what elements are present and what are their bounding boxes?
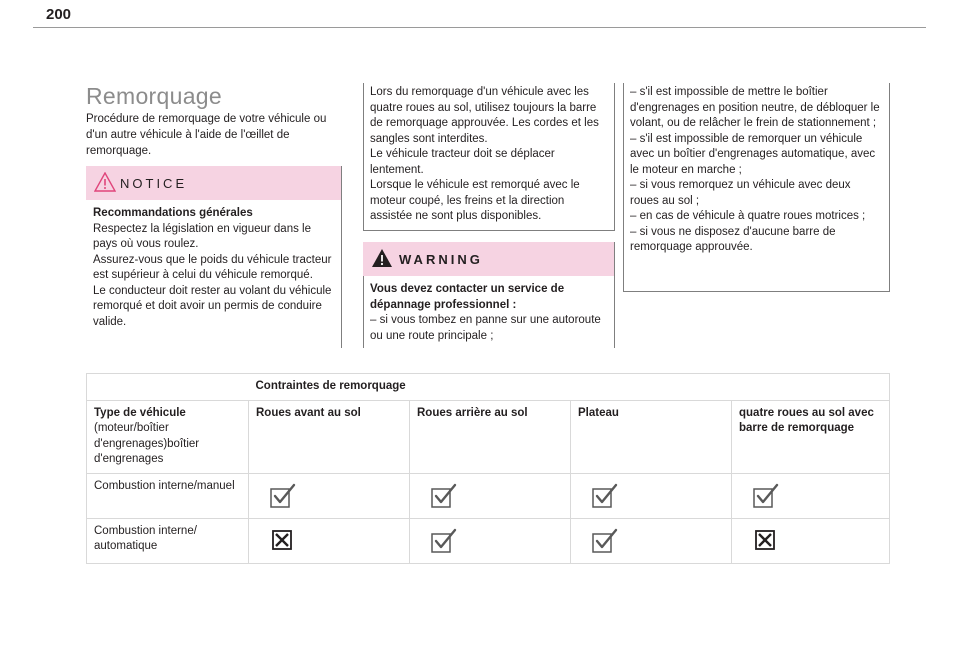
check-icon: [431, 483, 457, 509]
table-caption-row: [87, 374, 890, 401]
notice-box: [86, 166, 342, 348]
mark-cell: [249, 518, 410, 563]
warning-header: [363, 242, 614, 276]
table-caption: Contraintes de remorquage: [249, 374, 890, 401]
mark-cell: [249, 473, 410, 518]
intro-text: Procédure de remorquage de votre véhicule ou d'un autre véhicule à l'aide de l'œillet de remorquage.: [86, 113, 327, 157]
row-label: Combustion interne/manuel: [87, 473, 249, 518]
cross-icon: [270, 528, 296, 554]
warning-heading: Vous devez contacter un service de dépannage professionnel :: [370, 283, 565, 311]
check-icon: [431, 528, 457, 554]
row-label: Combustion interne/ automatique: [87, 518, 249, 563]
warning-triangle-icon: [371, 248, 393, 268]
header-divider: [33, 27, 926, 28]
page-title: Remorquage: [86, 83, 222, 109]
column-header: Roues avant au sol: [249, 400, 410, 473]
towing-constraints-table: [86, 373, 890, 564]
mark-cell: [571, 518, 732, 563]
table-row: [87, 518, 890, 563]
type-sub: (moteur/boîtier d'engrenages)boîtier d'engrenages: [94, 422, 200, 465]
check-icon: [270, 483, 296, 509]
notice-header: [86, 166, 341, 200]
column-header: quatre roues au sol avec barre de remorquage: [732, 400, 890, 473]
warning-box: [363, 242, 615, 348]
towing-info-box: [363, 83, 615, 231]
type-label: Type de véhicule: [94, 406, 186, 419]
mark-cell: [410, 518, 571, 563]
column-header: Roues arrière au sol: [410, 400, 571, 473]
towing-info-text: Lors du remorquage d'un véhicule avec les quatre roues au sol, utilisez toujours la barre de remorquage approuvée. Les cordes et les sangles sont interdites. Le véhicule tracteur doit se déplacer lentement. Lorsque le véhicule est remorqué avec le moteur coupé, les freins et la direction assistée ne sont plus disponibles.: [370, 86, 599, 222]
cross-icon: [753, 528, 779, 554]
conditions-text: – s'il est impossible de mettre le boîtier d'engrenages en position neutre, de débloquer le volant, ou de relâcher le frein de stationnement ; – s'il est impossible de remorquer un véhicule avec un boîtier d'engrenages automatique, avec le moteur en marche ; – si vous remorquez un véhicule avec deux roues au sol ; – en cas de véhicule à quatre roues motrices ; – si vous ne disposez d'aucune barre de remorquage approuvée.: [630, 86, 880, 253]
column-header: Plateau: [571, 400, 732, 473]
check-icon: [592, 528, 618, 554]
check-icon: [592, 483, 618, 509]
notice-label: NOTICE: [120, 176, 188, 191]
notice-body: Respectez la législation en vigueur dans le pays où vous roulez. Assurez-vous que le poids du véhicule tracteur est supérieur à celui du véhicule remorqué. Le conducteur doit rester au volant du véhicule remorqué et doit avoir un permis de conduire valide.: [93, 222, 332, 328]
mark-cell: [732, 473, 890, 518]
mark-cell: [410, 473, 571, 518]
mark-cell: [571, 473, 732, 518]
mark-cell: [732, 518, 890, 563]
conditions-box: [623, 83, 890, 292]
table-row: [87, 473, 890, 518]
warning-label: WARNING: [399, 252, 483, 267]
notice-heading: Recommandations générales: [93, 207, 253, 219]
warning-body: – si vous tombez en panne sur une autoroute ou une route principale ;: [370, 314, 601, 342]
table-header-row: [87, 400, 890, 473]
page-number: 200: [46, 6, 72, 23]
caution-triangle-icon: [94, 172, 116, 192]
check-icon: [753, 483, 779, 509]
